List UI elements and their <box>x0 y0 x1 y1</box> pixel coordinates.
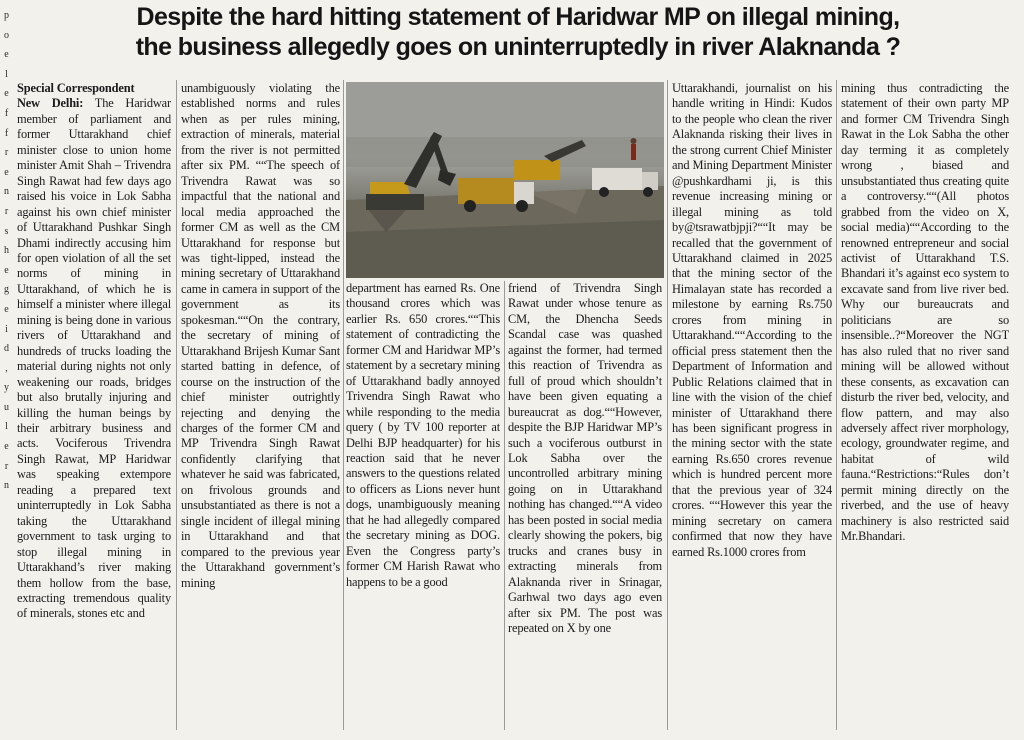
edge-letter: p <box>4 10 9 21</box>
edge-letter: l <box>5 68 8 80</box>
edge-letter: f <box>4 127 9 139</box>
adjacent-column-edge <box>0 0 13 740</box>
mining-scene-graphic <box>346 82 664 278</box>
edge-letter: e <box>4 441 9 453</box>
column-1-text: The Haridwar member of parliament and former Uttarakhand chief minister close to union home minister Amit Shah – Trivendra Singh Rawat had few days ago raised his voice in Lok Sabha against his own chief minister of Uttarakhand Pushkar Singh Dhami indirectly accusing him for open violation of all the set norms of mining in Uttarakhand, of which he is himself a minister where illegal mining is being done in various rivers of Uttarakhand and hundreds of trucks loading the material during nights not only weakening our roads, bridges but also brutally injuring and killing the human beings by their arbitrary business and acts. Vociferous Trivendra Singh Rawat, MP Haridwar was speaking extempore reading a prepared text uninterruptedly in Lok Sabha taking the Uttarakhand government to task urging to stop illegal mining in Uttarakhand’s river making them hollow from the base, extracting tremendous quality of minerals, stones etc and <box>17 96 171 621</box>
edge-letter: e <box>4 88 9 100</box>
edge-letter: f <box>4 107 9 119</box>
edge-letter: g <box>4 284 9 296</box>
column-2-text: unambiguously violating the established norms and rules when as per rules mining, extraction of minerals, material from the river is not permitted after six PM. ““The speech of Trivendra Rawat was so impactful that the national and local media approached the former CM as well as the CM Uttarakhand for response but was tight-lipped, instead the mining secretary of Uttarakhand came in camera in support of the government as its spokesman.““On the contrary, the secretary of mining of Uttarakhand Brijesh Kumar Sant started batting in defence, of course on the instruction of the chief minister outrightly rejecting and denying the charges of the former CM and MP Trivendra Singh Rawat confidently clarifying that whatever he said was fabricated, on frivolous grounds and unsubstantiated as there is not a single incident of illegal mining in Uttarakhand and that compared to the previous year the Uttarakhand government’s mining <box>181 81 340 590</box>
headline <box>18 2 1018 62</box>
edge-letter: r <box>4 147 9 159</box>
column-divider <box>176 80 177 730</box>
article-column-4 <box>508 281 662 731</box>
headline-line-1: Despite the hard hitting statement of Haridwar MP on illegal mining, <box>136 3 900 31</box>
article-column-5 <box>672 81 832 731</box>
edge-letter: n <box>4 480 9 492</box>
edge-letter: u <box>4 401 9 413</box>
edge-letter: e <box>4 49 9 61</box>
column-divider <box>343 80 344 730</box>
column-1-body <box>17 96 171 621</box>
edge-letter: , <box>5 362 8 374</box>
article-column-1 <box>17 81 171 731</box>
article-column-2 <box>181 81 340 731</box>
column-4-text: friend of Trivendra Singh Rawat under whose tenure as CM, the Dhencha Seeds Scandal case was quashed against the former, had termed this reaction of Trivendra as full of proud which shouldn’t have been given equating a bureaucrat as dog.““However, despite the BJP Haridwar MP’s such a vociferous outburst in Lok Sabha over the uncontrolled arbitrary mining going on in Uttarakhand nothing has changed.““A video has been posted in social media clearly showing the pokers, big trucks and cranes busy in extracting minerals from Alaknanda river in Srinagar, Garhwal two days ago even after six PM. The post was repeated on X by one <box>508 281 662 635</box>
column-6-text: mining thus contradicting the statement of their own party MP and former CM Trivendra Singh Rawat in the Lok Sabha the other day terming it as completely wrong , biased and unsubstantiated thus creating quite a controversy.““(All photos grabbed from the video on X, social media)““According to the renowned entrepreneur and social activist of Uttarakhand T.S. Bhandari it’s against eco system to excavate sand from live river bed. Why our bureaucrats and politicians are so insensible..?“Moreover the NGT has also ruled that no river sand mining will be allowed without these consents, as excavation can disturb the river bed, velocity, and flow pattern, and may also adversely affect river morphology, ecology, groundwater regime, and habitat of wild fauna.“Restrictions:“Rules don’t permit mining directly on the riverbed, and the use of heavy machinery is also restricted said Mr.Bhandari. <box>841 81 1009 544</box>
article-column-3 <box>346 281 500 731</box>
edge-letter: e <box>4 166 9 178</box>
edge-letter: r <box>4 460 9 472</box>
column-divider <box>836 80 837 730</box>
column-3-text: department has earned Rs. One thousand crores which was earlier Rs. 650 crores.““This statement of contradicting the former CM and Haridwar MP’s statement by a secretary mining of Uttarakhand badly annoyed Trivendra Singh Rawat who while responding to the media query ( by TV 100 reporter at Delhi BJP headquarter) for his reaction said that he never answers to the questions related to officers as Lions never hunt dogs, unambiguously meaning that he had allegedly compared the secretary mining as DOG. Even the Congress party’s former CM Harish Rawat who happens to be a good <box>346 281 500 589</box>
edge-letter: l <box>5 421 8 433</box>
article-column-6 <box>841 81 1009 731</box>
edge-letter: i <box>5 323 8 335</box>
edge-letter: e <box>4 303 9 315</box>
column-divider <box>667 80 668 730</box>
edge-letter: s <box>4 225 9 237</box>
edge-letter: y <box>4 382 9 394</box>
edge-letter: n <box>4 186 9 198</box>
edge-letter: o <box>4 29 9 41</box>
edge-letter: r <box>4 205 9 217</box>
news-photo <box>346 82 664 278</box>
dateline: New Delhi: <box>17 96 84 111</box>
edge-letter: h <box>4 245 9 257</box>
edge-letter: e <box>4 264 9 276</box>
column-divider <box>504 281 505 730</box>
byline: Special Correspondent <box>17 81 135 95</box>
column-5-text: Uttarakhandi, journalist on his handle writing in Hindi: Kudos to the people who clean the river Alaknanda risking their lives in the strong current Chief Minister and Mining Department Minister @pushkardhami ji, is this revenue increasing mining or illegal mining as told by@tsrawatbjpji?““It may be recalled that the government of Uttarakhand claimed in 2025 that the mining sector of the Himalayan state has recorded a milestone by earning Rs.750 crores from mining in Uttarakhand.““According to the official press statement then the Department of Information and Public Relations claimed that in line with the vision of the chief minister of Uttarakhand there has been significant progress in the mining sector with the state earning Rs.650 crores revenue which is hundred percent more that the previous year of 324 crores. ““However this year the mining secretary on camera confirmed that now they have earned Rs.1000 crores from <box>672 81 832 559</box>
edge-letter: d <box>4 343 9 355</box>
headline-line-2: the business allegedly goes on uninterruptedly in river Alaknanda ? <box>135 33 901 61</box>
